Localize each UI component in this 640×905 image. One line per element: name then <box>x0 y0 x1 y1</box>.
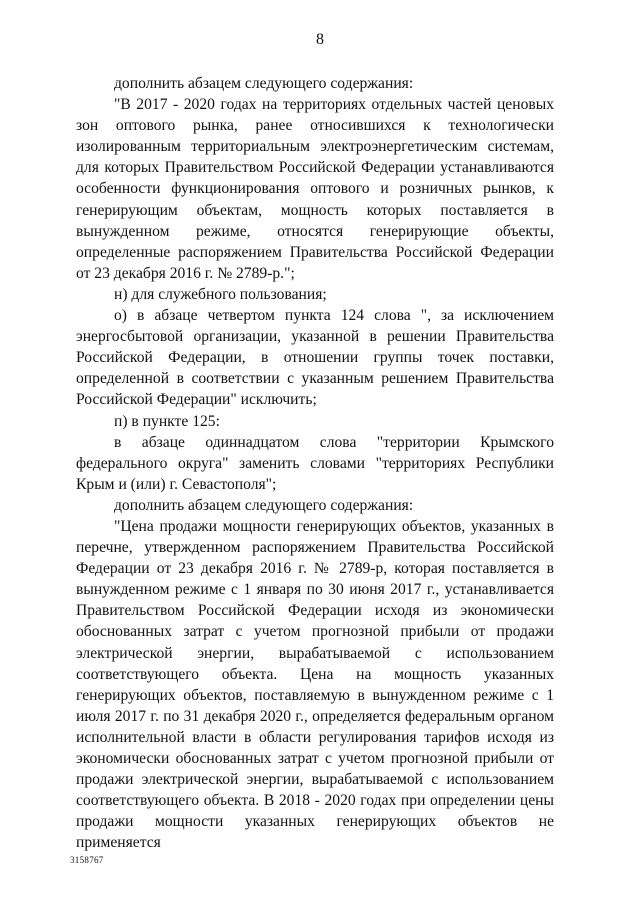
paragraph-quoted-price-clause: "Цена продажи мощности генерирующих объектов, указанных в перечне, утвержденном распоряжением Правительства Российской Федерации от 23 декабря 2016 г. № 2789-р, которая поставляется в вынужденном режиме с 1 января по 30 июня 2017 г., устанавливается Правительством Российской Федерации исходя из экономически обоснованных затрат с учетом прогнозной прибыли от продажи электрической энергии, вырабатываемой с использованием соответствующего объекта. Цена на мощность указанных генерирующих объектов, поставляемую в вынужденном режиме с 1 июля 2017 г. по 31 декабря 2020 г., определяется федеральным органом исполнительной власти в области регулирования тарифов исходя из экономически обоснованных затрат с учетом прогнозной прибыли от продажи электрической энергии, вырабатываемой с использованием соответствующего объекта. В 2018 - 2020 годах при определении цены продажи мощности указанных генерирующих объектов не применяется <box>76 517 554 852</box>
paragraph-item-p: п) в пункте 125: <box>114 412 220 430</box>
document-id: 3158767 <box>70 855 104 865</box>
paragraph-item-o: о) в абзаце четвертом пункта 124 слова ", за исключением энергосбытовой организации, указанной в решении Правительства Российской Федерации, в отношении группы точек поставки, определенной в соответствии с указанным решением Правительства Российской Федерации" исключить; <box>76 307 554 409</box>
page-number: 8 <box>316 31 324 48</box>
paragraph-item-n: н) для служебного пользования; <box>114 285 327 303</box>
paragraph-eleventh-clause: в абзаце одиннадцатом слова "территории Крымского федерального округа" заменить словами "территориях Республики Крым и (или) г. Севастополя"; <box>76 433 554 493</box>
paragraph-add-clause-intro: дополнить абзацем следующего содержания: <box>114 75 414 92</box>
document-body <box>76 73 554 853</box>
paragraph-add-clause-intro-2: дополнить абзацем следующего содержания: <box>114 496 414 514</box>
paragraph-quoted-clause-2017-2020: "В 2017 - 2020 годах на территориях отдельных частей ценовых зон оптового рынка, ранее относившихся к технологически изолированным территориальным электроэнергетическим системам, для которых Правительством Российской Федерации устанавливаются особенности функционирования оптового и розничных рынков, к генерирующим объектам, мощность которых поставляется в вынужденном режиме, относятся генерирующие объекты, определенные распоряжением Правительства Российской Федерации от 23 декабря 2016 г. № 2789-р."; <box>76 96 554 282</box>
